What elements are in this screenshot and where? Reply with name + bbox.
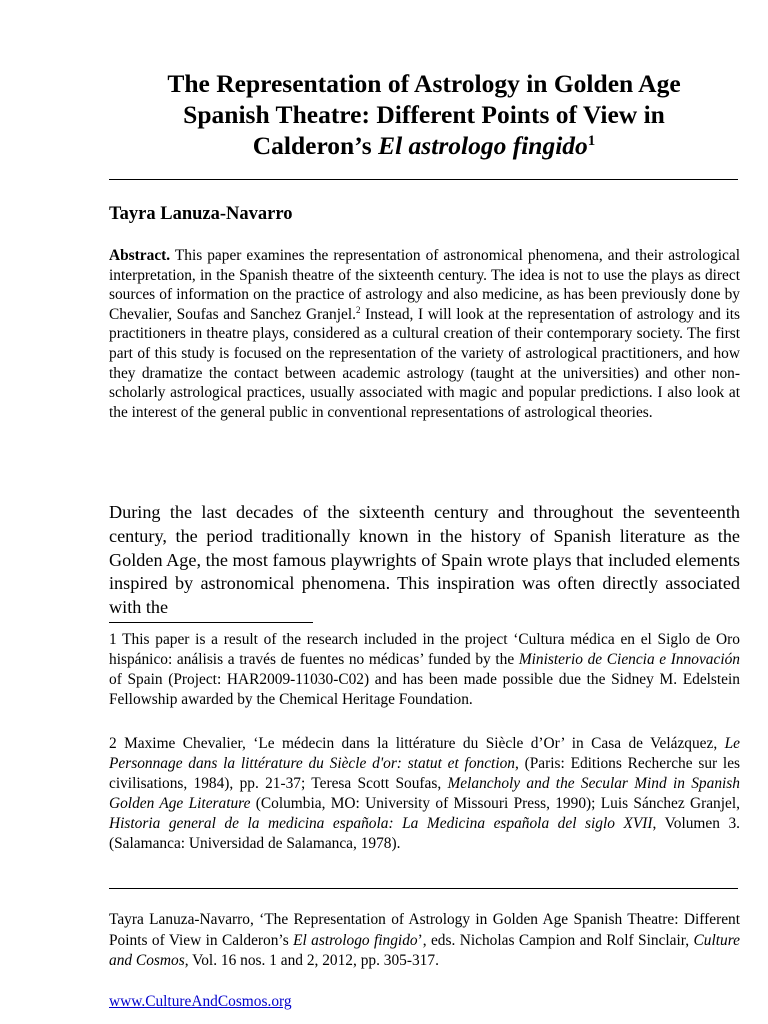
footnote-2-text-g: , Volumen 3. (Salamanca: Universidad de Salamanca, 1978). <box>109 815 741 852</box>
title-divider <box>109 179 738 180</box>
footnote-2-italic-f: Historia general de la medicina española: La Medicina española del siglo XVII <box>109 815 653 832</box>
title-line-2: Spanish Theatre: Different Points of View in <box>183 100 665 129</box>
title-line-3-text: Calderon’s <box>252 131 379 160</box>
citation-divider <box>109 888 738 889</box>
footnote-1 <box>109 630 740 710</box>
footnote-divider <box>109 622 313 623</box>
citation-text-a: Tayra Lanuza-Navarro, ‘The Representation of Astrology in Golden Age Spanish Theatre: Different Points of View in Calderon’s <box>109 911 740 949</box>
title-line-3 <box>100 130 748 161</box>
citation-text-c: ’, eds. Nicholas Campion and Rolf Sinclair, <box>417 931 694 949</box>
abstract <box>109 246 740 422</box>
citation-block <box>109 910 740 972</box>
footnote-2-text-a: 2 Maxime Chevalier, ‘Le médecin dans la littérature du Siècle d’Or’ in Casa de Velázquez, <box>109 735 725 752</box>
footnote-1-text-c: of Spain (Project: HAR2009-11030-C02) and has been made possible due the Sidney M. Edelstein Fellowship awarded by the Chemical Heritage Foundation. <box>109 671 740 708</box>
footnote-1-text-a: 1 This paper is a result of the research included in the project ‘Cultura médica en el Siglo de Oro hispánico: análisis a través de fuentes no médicas’ funded by the <box>109 631 740 668</box>
title-line-1: The Representation of Astrology in Golden Age <box>167 69 681 98</box>
footnote-2-text-c: , (Paris: Editions Recherche sur les civilisations, 1984), pp. 21-37; Teresa Scott Soufas, <box>109 755 741 792</box>
footnote-2-italic-b: Le Personnage dans la littérature du Siècle d'or: statut et fonction <box>109 735 740 772</box>
citation-journal-name: Culture and Cosmos <box>109 931 740 969</box>
website-link[interactable]: www.CultureAndCosmos.org <box>109 993 292 1010</box>
abstract-label: Abstract. <box>109 247 171 264</box>
author-name: Tayra Lanuza-Navarro <box>109 204 293 224</box>
title-footnote-mark: 1 <box>587 133 596 149</box>
footnote-2-italic-d: Melancholy and the Secular Mind in Spanish Golden Age Literature <box>109 775 740 812</box>
footnote-1-italic: Ministerio de Ciencia e Innovación <box>518 651 741 668</box>
footnote-2 <box>109 734 740 854</box>
abstract-footnote-mark: 2 <box>355 304 361 315</box>
body-paragraph: During the last decades of the sixteenth century and throughout the seventeenth century, the period traditionally known in the history of Spanish literature as the Golden Age, the most famous playwrights of Spain wrote plays that included elements inspired by astronomical phenomena. This inspiration was often directly associated with the <box>109 502 740 618</box>
abstract-text-1: This paper examines the representation of astronomical phenomena, and their astrological interpretation, in the Spanish theatre of the sixteenth century. The idea is not to use the plays as direct sources of information on the practice of astrology and also medicine, as has been previously done by Chevalier, Soufas and Sanchez Granjel. <box>109 247 740 323</box>
abstract-text-2: Instead, I will look at the representation of astrology and its practitioners in theatre plays, considered as a cultural creation of their contemporary society. The first part of this study is focused on the representation of the variety of astrological practitioners, and how they dramatize the contact between academic astrology (taught at the universities) and other non-scholarly astrological practices, usually associated with magic and popular predictions. I also look at the interest of the general public in conventional representations of astrological theories. <box>109 305 740 421</box>
title-play-name: El astrologo fingido <box>378 131 588 160</box>
citation-text-e: , Vol. 16 nos. 1 and 2, 2012, pp. 305-317. <box>184 952 439 969</box>
footnote-2-text-e: (Columbia, MO: University of Missouri Press, 1990); Luis Sánchez Granjel, <box>250 795 740 812</box>
paper-title <box>100 68 748 161</box>
citation-italic-b: El astrologo fingido <box>293 931 418 949</box>
